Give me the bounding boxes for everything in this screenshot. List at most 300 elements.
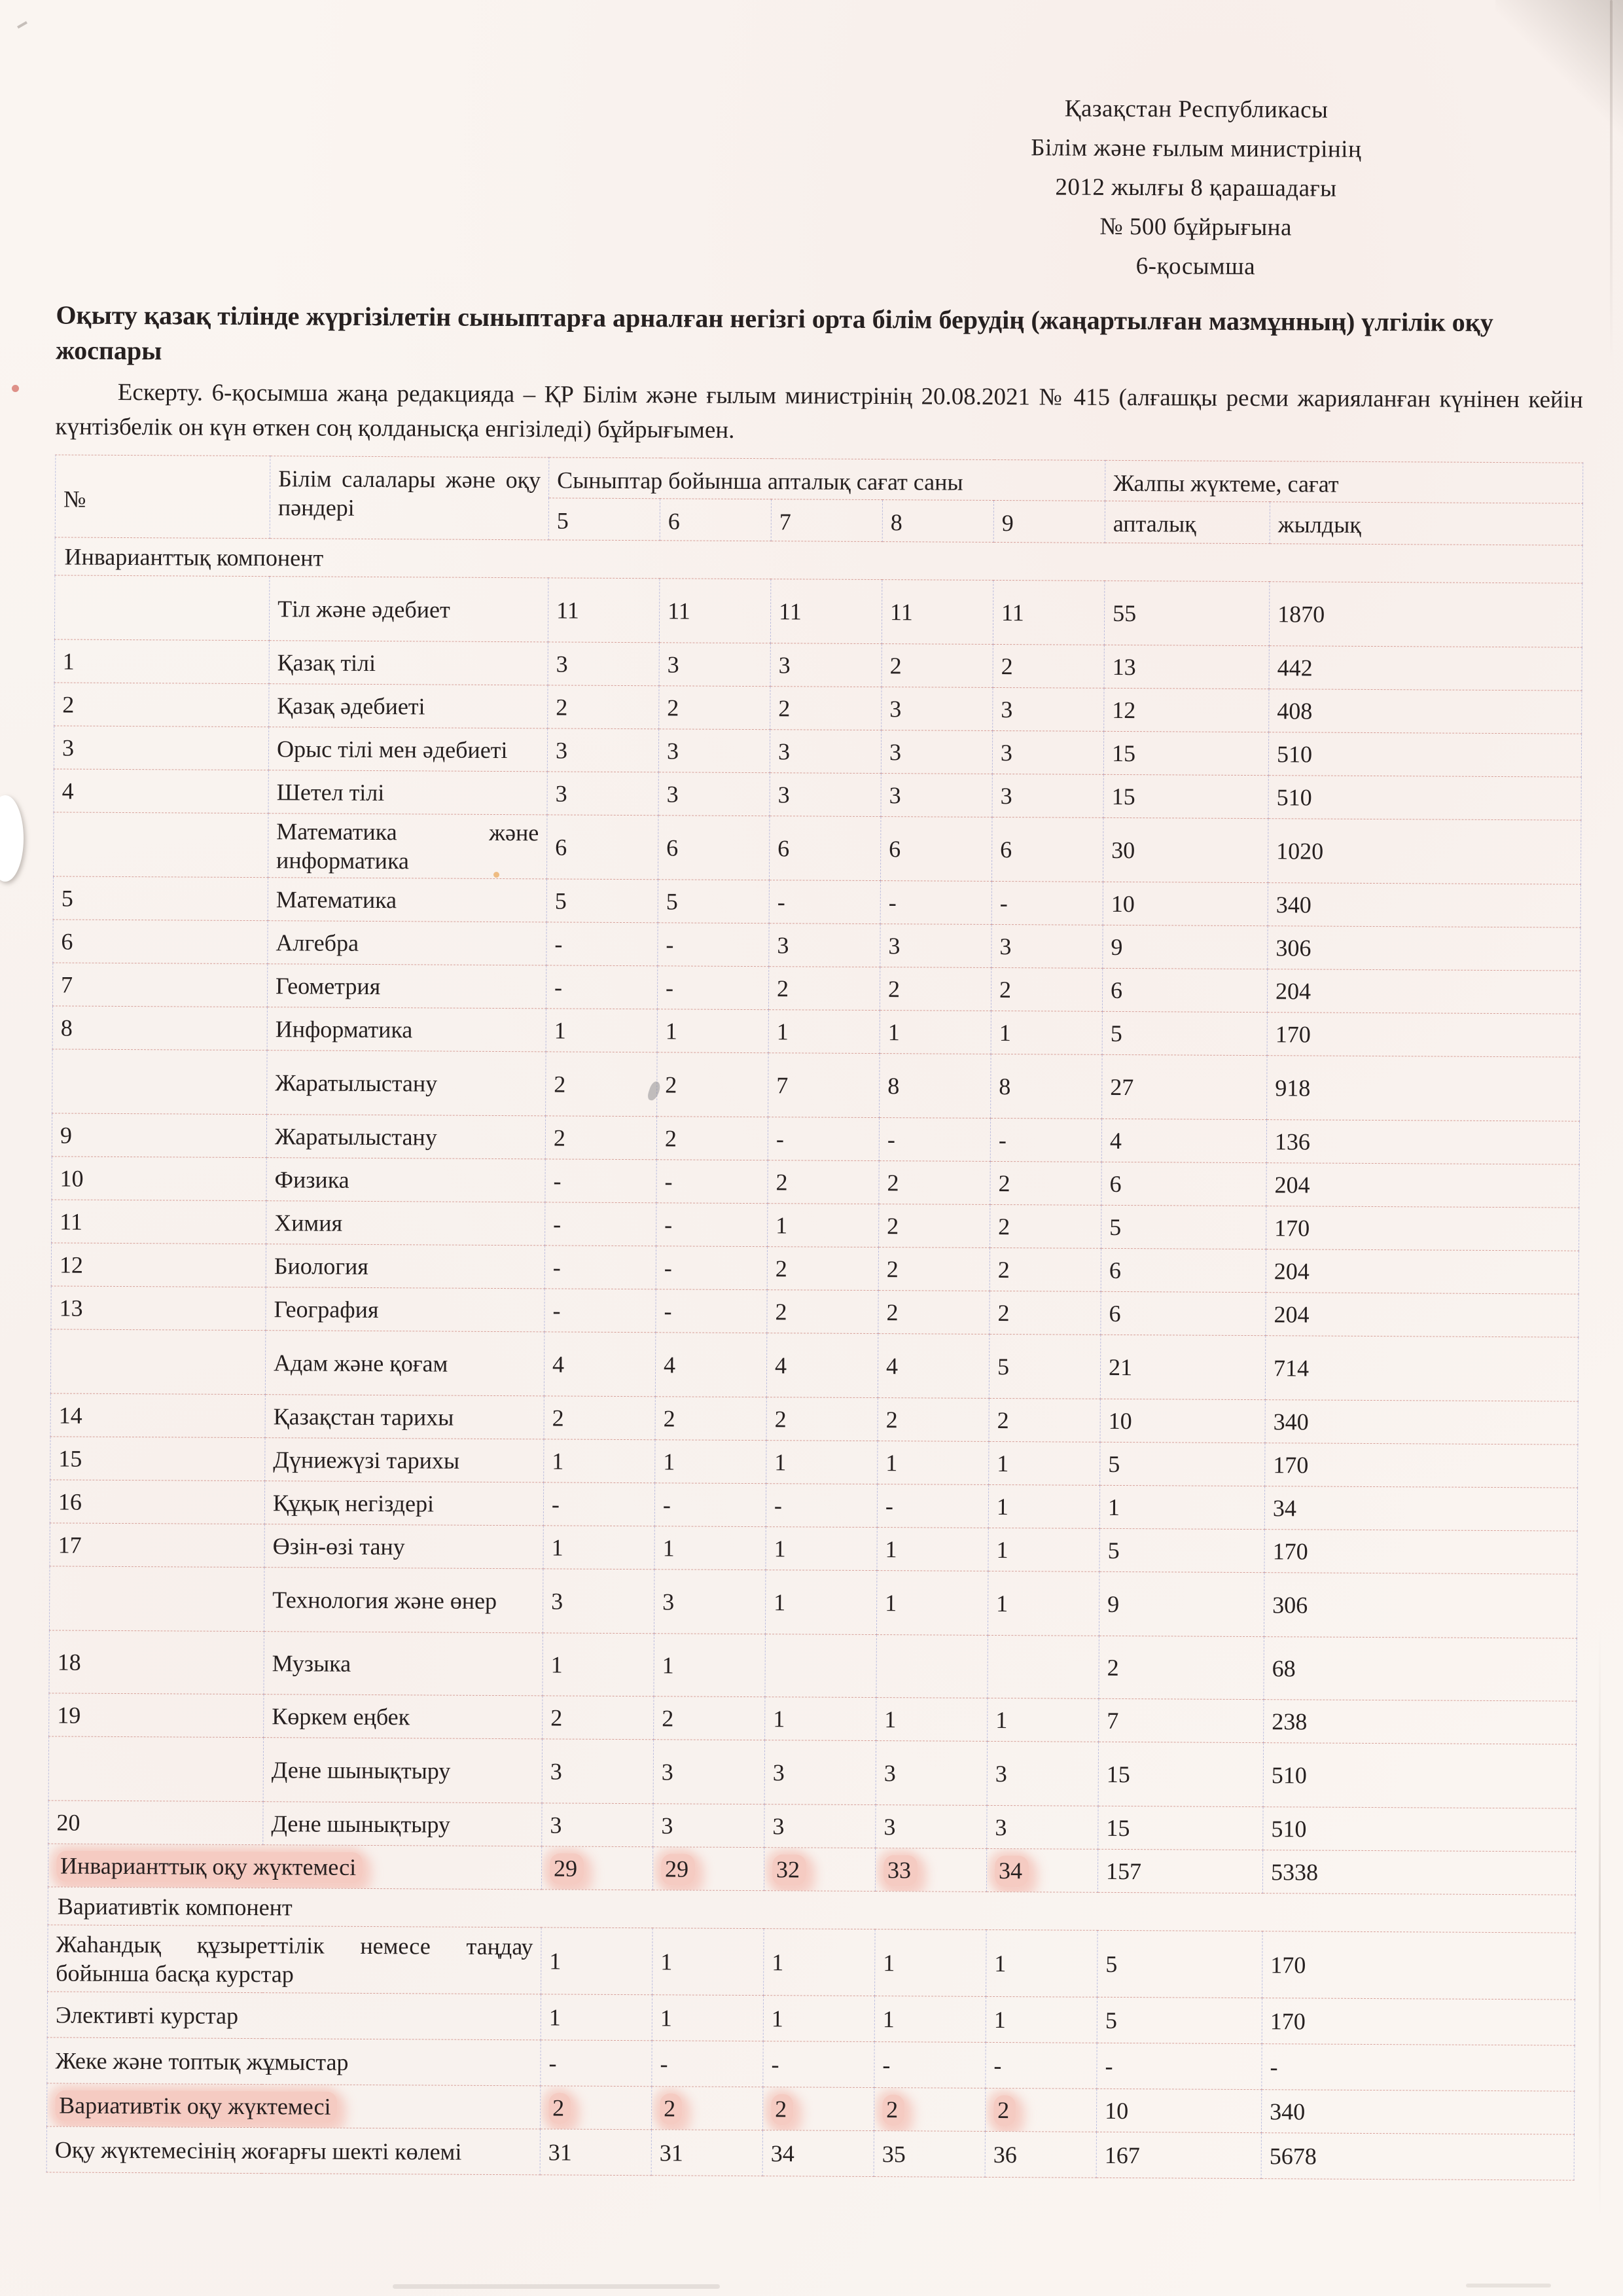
row-num: 11 (52, 1200, 266, 1244)
hours-cell-grade-7: 1 (766, 1441, 878, 1484)
hours-cell-grade-9: 2 (990, 1204, 1101, 1248)
weekly-total-cell: 55 (1104, 581, 1270, 645)
hours-cell-grade-5: 1 (543, 1633, 654, 1696)
yearly-total-cell: 170 (1264, 1530, 1577, 1575)
hours-cell-grade-8 (874, 2088, 985, 2132)
hours-cell-grade-7: 3 (764, 1804, 876, 1848)
hours-cell-grade-6: - (652, 2041, 763, 2087)
section-label: Вариативтік компонент (48, 1887, 1575, 1933)
yearly-total-cell: 510 (1263, 1807, 1576, 1852)
hours-cell-grade-9: 2 (990, 1247, 1101, 1291)
row-label: Дене шынықтыру (263, 1802, 542, 1846)
page-title: Оқыту қазақ тілінде жүргізілетін сыныптарға арналған негізгі орта білім берудің (жаңартылған мазмұнның) үлгілік оқу жоспары (56, 300, 1493, 366)
hours-cell-grade-7: 1 (764, 1929, 876, 1996)
yearly-total-cell: 34 (1264, 1486, 1577, 1532)
hours-cell-grade-8: 2 (878, 1247, 990, 1291)
table-row-subject (48, 1801, 1576, 1852)
table-row-subject (53, 920, 1580, 971)
hours-cell-grade-5: 11 (548, 578, 660, 643)
yearly-total-cell: 510 (1268, 776, 1581, 821)
row-label: Тіл және әдебиет (269, 577, 548, 642)
hours-cell-grade-6: 2 (654, 1696, 765, 1740)
row-num (48, 1736, 264, 1802)
hours-cell-grade-7 (764, 1848, 875, 1892)
hours-cell-grade-7: - (763, 2041, 874, 2088)
weekly-total-cell: 1 (1099, 1485, 1264, 1529)
hours-cell-grade-7: 1 (768, 1204, 879, 1247)
row-num: 10 (52, 1157, 266, 1201)
hours-cell-grade-7: 2 (767, 1247, 878, 1291)
order-line-number: № 500 бұйрығына (1099, 213, 1293, 242)
hours-cell-grade-9: 8 (991, 1054, 1103, 1119)
hours-cell-grade-9: 1 (986, 1929, 1098, 1997)
row-num: 20 (48, 1801, 263, 1845)
hours-cell-grade-8: 3 (876, 1741, 988, 1806)
yearly-total-cell: 510 (1268, 732, 1581, 778)
weekly-total-cell: 10 (1096, 2089, 1261, 2132)
table-row-total (46, 2083, 1574, 2134)
row-num: 6 (53, 920, 268, 964)
weekly-total-cell: 27 (1102, 1054, 1268, 1119)
table-row-span (47, 2037, 1575, 2091)
hours-cell-grade-6: 3 (653, 1740, 765, 1804)
table-row-group (48, 1736, 1576, 1808)
row-label: Қазақ әдебиеті (269, 684, 548, 728)
hours-cell-grade-7: 4 (766, 1333, 878, 1398)
hours-cell-grade-6: 2 (656, 1117, 768, 1160)
hours-cell-grade-9: 1 (988, 1698, 1099, 1742)
row-num: 2 (54, 683, 269, 727)
yearly-total-cell: 1870 (1269, 582, 1582, 648)
hours-cell-grade-8: 3 (882, 687, 993, 731)
row-num: 3 (54, 726, 268, 770)
hours-cell-grade-7: - (768, 1117, 879, 1161)
row-num: 7 (52, 963, 267, 1007)
weekly-total-cell: 15 (1103, 731, 1268, 775)
row-label: Қазақ тілі (269, 641, 548, 685)
weekly-total-cell: 15 (1098, 1806, 1263, 1850)
weekly-total-cell: 21 (1100, 1335, 1266, 1399)
weekly-total-cell: 5 (1100, 1442, 1265, 1486)
hours-cell-grade-6: 11 (659, 579, 771, 643)
weekly-total-cell: 30 (1103, 817, 1268, 882)
hours-cell-grade-5: 3 (543, 1569, 654, 1634)
table-row-span (48, 1925, 1576, 2000)
weekly-total-cell: 167 (1096, 2132, 1261, 2178)
table-row-subject (50, 1393, 1578, 1444)
table-row-subject (54, 683, 1582, 734)
hours-cell-grade-8: 2 (879, 1161, 990, 1205)
row-num: 18 (49, 1630, 264, 1695)
weekly-total-cell: 7 (1099, 1698, 1264, 1742)
col-header-num: № (55, 455, 270, 539)
row-label: Жаратылыстану (267, 1050, 546, 1116)
order-line-ministry: Білім және ғылым министрінің (1031, 134, 1362, 163)
hours-cell-grade-7: 3 (764, 1740, 876, 1805)
hours-cell-grade-8: - (877, 1484, 988, 1528)
table-row-span (46, 2126, 1574, 2180)
scan-artifact-smudge (1466, 2284, 1551, 2287)
weekly-total-cell: 15 (1103, 774, 1268, 818)
yearly-total-cell: 5678 (1261, 2133, 1574, 2181)
row-num: 15 (50, 1437, 265, 1481)
hours-cell-grade-9: - (991, 881, 1103, 925)
hours-cell-grade-5: - (541, 2040, 652, 2087)
yearly-total-cell: 170 (1265, 1443, 1578, 1488)
table-row-group (49, 1566, 1577, 1638)
hours-cell-grade-8: 2 (878, 1398, 989, 1442)
table-row-subject (51, 1243, 1578, 1294)
yearly-total-cell: 408 (1269, 689, 1582, 734)
hours-cell-grade-9: 1 (989, 1441, 1100, 1485)
yearly-total-cell: - (1262, 2044, 1575, 2092)
table-row-subject (49, 1630, 1577, 1701)
hours-cell-grade-9: - (986, 2042, 1097, 2089)
table-row-subject (52, 1200, 1579, 1251)
weekly-total-cell: 6 (1102, 968, 1267, 1012)
table-row-subject (54, 769, 1581, 820)
hours-cell-grade-8: 6 (880, 817, 992, 882)
row-label: Шетел тілі (268, 770, 547, 815)
table-row-subject (54, 639, 1582, 691)
hours-cell-grade-9: 2 (991, 967, 1102, 1011)
weekly-total-cell: 10 (1103, 882, 1268, 925)
hours-cell-grade-7: 6 (769, 816, 881, 881)
weekly-total-cell: 5 (1099, 1528, 1264, 1572)
hours-cell-grade-8: 1 (877, 1528, 988, 1571)
hours-cell-grade-7: 2 (766, 1397, 878, 1441)
weekly-total-cell: 6 (1101, 1248, 1266, 1292)
highlighter-mark: 2 (882, 2094, 904, 2126)
hours-cell-grade-6: 2 (659, 686, 770, 730)
weekly-total-cell: 12 (1104, 688, 1269, 732)
hours-cell-grade-9: 3 (991, 924, 1103, 968)
highlighter-mark: Вариативтік оқу жүктемесі (55, 2090, 338, 2123)
table-row-subject (50, 1480, 1577, 1531)
weekly-total-cell: 5 (1101, 1205, 1266, 1249)
row-num: 8 (52, 1006, 267, 1050)
row-label: Орыс тілі мен әдебиеті (268, 727, 547, 772)
row-label: Геометрия (267, 964, 546, 1009)
row-label: Дүниежүзі тарихы (265, 1438, 544, 1482)
table-row-subject (49, 1693, 1577, 1744)
hours-cell-grade-8: 2 (879, 1204, 990, 1248)
hours-cell-grade-7: 3 (770, 730, 881, 774)
weekly-total-cell: 9 (1099, 1571, 1264, 1636)
hours-cell-grade-5: 3 (542, 1739, 654, 1804)
hours-cell-grade-8: - (879, 1118, 990, 1162)
highlighter-mark: 34 (995, 1855, 1029, 1886)
hours-cell-grade-5: - (546, 965, 657, 1009)
table-row-span (47, 1992, 1575, 2045)
row-num: 16 (50, 1480, 264, 1524)
weekly-total-cell: 2 (1099, 1636, 1264, 1699)
hours-cell-grade-7: 2 (768, 1160, 879, 1204)
curriculum-table (46, 454, 1584, 2180)
hours-cell-grade-5: - (544, 1246, 656, 1289)
hours-cell-grade-7 (765, 1634, 877, 1698)
highlighter-mark: 32 (772, 1854, 806, 1886)
hours-cell-grade-9: 2 (993, 644, 1104, 688)
table-header-row (56, 455, 1583, 503)
yearly-total-cell: 918 (1267, 1056, 1580, 1122)
weekly-total-cell: 10 (1100, 1399, 1265, 1443)
hours-cell-grade-5: 3 (547, 772, 658, 816)
hours-cell-grade-6: - (656, 1160, 768, 1204)
hours-cell-grade-8: 3 (876, 1805, 987, 1849)
weekly-total-cell: 15 (1098, 1742, 1264, 1806)
yearly-total-cell: 340 (1268, 883, 1580, 928)
hours-cell-grade-7: 34 (762, 2130, 874, 2177)
hours-cell-grade-8: 1 (874, 1996, 986, 2043)
hours-cell-grade-8: 2 (882, 644, 993, 688)
hours-cell-grade-8: 4 (878, 1334, 990, 1399)
highlighter-mark: 2 (548, 2092, 571, 2124)
hours-cell-grade-6: 1 (652, 1995, 763, 2041)
hours-cell-grade-6: 1 (655, 1440, 766, 1484)
row-label: Информатика (267, 1007, 546, 1052)
row-label: Оқу жүктемесінің жоғарғы шекті көлемі (46, 2126, 540, 2175)
hours-cell-grade-7: 1 (766, 1527, 877, 1571)
hours-cell-grade-5: 6 (546, 815, 658, 880)
hours-cell-grade-5: 3 (542, 1803, 653, 1847)
yearly-total-cell: 68 (1264, 1637, 1577, 1702)
highlighter-mark: 2 (993, 2094, 1016, 2126)
hours-cell-grade-9: 1 (988, 1528, 1099, 1571)
hours-cell-grade-9: 1 (991, 1011, 1102, 1054)
hours-cell-grade-7: 11 (770, 579, 882, 644)
col-header-grade-7: 7 (771, 499, 882, 542)
row-label: Жаратылыстану (266, 1115, 545, 1159)
row-num: 13 (51, 1286, 266, 1331)
section-label: Инварианттық компонент (55, 537, 1582, 583)
row-label: Химия (266, 1201, 545, 1246)
hours-cell-grade-7: 2 (767, 1290, 878, 1334)
note-paragraph: Ескерту. 6-қосымша жаңа редакцияда – ҚР Білім және ғылым министрінің 20.08.2021 № 415 (алғашқы ресми жарияланған күнінен кейін күнтізбелік он күн өткен соң қолданысқа енгізіледі) бұйрығымен. (55, 378, 1583, 444)
hours-cell-grade-8: 1 (876, 1698, 988, 1742)
hours-cell-grade-6: - (656, 1289, 767, 1333)
row-num (50, 1329, 266, 1395)
hours-cell-grade-5: - (545, 1202, 656, 1246)
hours-cell-grade-6: 5 (658, 880, 769, 924)
hours-cell-grade-8 (876, 1635, 988, 1698)
yearly-total-cell: 170 (1267, 1013, 1580, 1058)
hours-cell-grade-7: 1 (763, 1996, 874, 2042)
ministry-order-block (819, 88, 1573, 289)
row-num: 19 (49, 1693, 264, 1738)
hours-cell-grade-6: 3 (658, 729, 770, 773)
row-label: Музыка (264, 1632, 543, 1696)
weekly-total-cell: 13 (1104, 645, 1269, 689)
hours-cell-grade-8: - (874, 2042, 986, 2089)
hours-cell-grade-9: 36 (985, 2131, 1096, 2178)
scan-artifact-smudge (393, 2284, 720, 2289)
hours-cell-grade-5: 2 (544, 1396, 655, 1440)
row-label: Көркем еңбек (264, 1695, 543, 1739)
highlighter-mark: 29 (661, 1854, 695, 1885)
hours-cell-grade-5: - (544, 1289, 656, 1333)
hours-cell-grade-7: - (769, 880, 880, 924)
hours-cell-grade-6 (652, 1847, 764, 1891)
row-label: Жаһандық құзыреттілік немесе таңдау бойынша басқа курстар (48, 1925, 542, 1994)
hours-cell-grade-7: 2 (768, 967, 880, 1011)
row-num: 1 (54, 639, 269, 684)
yearly-total-cell: 170 (1262, 1998, 1575, 2046)
hours-cell-grade-5: - (546, 922, 658, 966)
hours-cell-grade-7: 3 (769, 924, 880, 967)
yearly-total-cell: 340 (1265, 1400, 1578, 1445)
highlighter-mark: 29 (550, 1853, 584, 1884)
order-line-appendix: 6-қосымша (1135, 253, 1256, 281)
col-header-grade-8: 8 (882, 500, 993, 543)
hours-cell-grade-7 (762, 2087, 874, 2131)
hours-cell-grade-8 (875, 1848, 986, 1892)
hours-cell-grade-8: 35 (874, 2131, 985, 2178)
table-row-subject (52, 963, 1580, 1014)
hours-cell-grade-9: 2 (989, 1398, 1100, 1442)
hours-cell-grade-8: 1 (876, 1571, 988, 1636)
hours-cell-grade-5: 1 (544, 1439, 655, 1483)
row-num (52, 1049, 268, 1115)
hours-cell-grade-9: 2 (990, 1291, 1101, 1335)
row-label: Адам және қоғам (265, 1331, 544, 1396)
table-row-subject (52, 1006, 1580, 1057)
row-label (48, 1844, 541, 1890)
hours-cell-grade-8: 1 (878, 1441, 989, 1485)
hours-cell-grade-5 (540, 2086, 651, 2130)
hours-cell-grade-5: 1 (546, 1009, 657, 1052)
row-label: Физика (266, 1158, 545, 1202)
hours-cell-grade-8: 1 (880, 1011, 991, 1054)
yearly-total-cell: 238 (1264, 1700, 1577, 1745)
row-label: Қазақстан тарихы (265, 1395, 544, 1439)
hours-cell-grade-6: - (656, 1203, 768, 1247)
highlighter-mark: 2 (660, 2093, 682, 2125)
hours-cell-grade-6: 3 (659, 643, 770, 687)
yearly-total-cell: 204 (1266, 1163, 1579, 1208)
hours-cell-grade-8: 2 (880, 967, 991, 1011)
hours-cell-grade-5: 2 (543, 1696, 654, 1740)
weekly-total-cell: 9 (1103, 925, 1268, 969)
hours-cell-grade-5 (541, 1846, 652, 1890)
col-header-total-group: Жалпы жүктеме, сағат (1105, 460, 1583, 503)
weekly-total-cell: - (1097, 2043, 1262, 2089)
row-label: Дене шынықтыру (263, 1738, 543, 1803)
table-row-group (50, 1329, 1578, 1401)
hours-cell-grade-8: 8 (880, 1054, 991, 1119)
col-header-weekly: апталық (1105, 501, 1270, 543)
table-row-total (48, 1844, 1575, 1895)
highlighter-mark: 2 (771, 2094, 793, 2125)
row-label: Құқық негіздері (264, 1481, 543, 1526)
row-label: Биология (266, 1244, 544, 1289)
col-header-grades-group: Сыныптар бойынша апталық сағат саны (549, 457, 1105, 501)
hours-cell-grade-8: 3 (880, 924, 991, 968)
highlighter-mark: 33 (883, 1855, 918, 1886)
yearly-total-cell: 306 (1268, 926, 1580, 971)
yearly-total-cell: 1020 (1268, 819, 1581, 885)
table-row-group (52, 1049, 1580, 1121)
hours-cell-grade-6: 1 (654, 1634, 766, 1697)
col-header-yearly: жылдық (1270, 502, 1582, 546)
hours-cell-grade-6: 4 (655, 1333, 767, 1397)
table-row-subject (52, 1113, 1579, 1164)
hours-cell-grade-9: 3 (992, 774, 1103, 817)
hours-cell-grade-8: 11 (882, 580, 993, 645)
weekly-total-cell: 4 (1101, 1119, 1266, 1162)
weekly-total-cell: 5 (1102, 1011, 1267, 1055)
hours-cell-grade-5: 31 (540, 2129, 651, 2176)
weekly-total-cell: 157 (1097, 1849, 1262, 1893)
hours-cell-grade-7: - (766, 1484, 877, 1528)
hours-cell-grade-6: 31 (651, 2130, 762, 2176)
weekly-total-cell: 5 (1097, 1930, 1263, 1998)
row-num: 9 (52, 1113, 266, 1158)
yearly-total-cell: 204 (1267, 969, 1580, 1014)
hours-cell-grade-9: 1 (988, 1484, 1099, 1528)
hours-cell-grade-9: 2 (990, 1161, 1101, 1205)
hours-cell-grade-6: 2 (655, 1397, 766, 1441)
table-row-subject (51, 1286, 1578, 1337)
table-row-subject (52, 1157, 1579, 1208)
hours-cell-grade-5: 1 (541, 1994, 652, 2041)
hours-cell-grade-6: - (657, 966, 768, 1010)
curriculum-table-body (46, 537, 1582, 2180)
hours-cell-grade-6: 6 (658, 816, 770, 880)
hours-cell-grade-9: 3 (987, 1741, 1099, 1806)
hours-cell-grade-8: 3 (881, 774, 992, 817)
row-num: 14 (50, 1393, 265, 1438)
yearly-total-cell: 170 (1262, 1931, 1576, 2000)
row-num: 5 (53, 876, 268, 921)
hours-cell-grade-6: 1 (652, 1928, 764, 1996)
order-line-country: Қазақстан Республикасы (1064, 95, 1329, 124)
row-label: Элективті курстар (47, 1992, 541, 2040)
row-label: Технология және өнер (264, 1568, 543, 1633)
hours-cell-grade-9 (985, 2088, 1096, 2132)
table-row-subject (53, 876, 1580, 927)
hours-cell-grade-5: 2 (546, 1052, 658, 1117)
row-label: Математика (268, 878, 546, 922)
weekly-total-cell: 6 (1101, 1291, 1266, 1335)
hours-cell-grade-6: - (656, 1246, 767, 1290)
table-row-group (54, 575, 1582, 647)
hours-cell-grade-8: 3 (881, 730, 992, 774)
table-head (55, 455, 1583, 545)
yearly-total-cell: 5338 (1262, 1850, 1575, 1895)
hours-cell-grade-9 (986, 1848, 1097, 1892)
hours-cell-grade-7: 1 (768, 1010, 880, 1054)
hours-cell-grade-5: - (545, 1159, 656, 1203)
hours-cell-grade-6: 3 (654, 1570, 766, 1634)
hours-cell-grade-7: 1 (765, 1570, 877, 1635)
hours-cell-grade-9: - (990, 1118, 1101, 1162)
hours-cell-grade-9: 1 (988, 1571, 1099, 1636)
col-header-grade-9: 9 (993, 500, 1105, 543)
hours-cell-grade-9: 3 (992, 730, 1103, 774)
hours-cell-grade-6: 3 (653, 1804, 764, 1848)
yearly-total-cell: 442 (1269, 646, 1582, 691)
yearly-total-cell: 136 (1266, 1120, 1579, 1165)
hours-cell-grade-9: 3 (987, 1805, 1098, 1849)
row-num (54, 575, 270, 641)
weekly-total-cell: 6 (1101, 1162, 1266, 1206)
hours-cell-grade-5: 4 (544, 1332, 656, 1397)
yearly-total-cell: 340 (1261, 2090, 1574, 2135)
table-row-group (53, 812, 1580, 884)
hours-cell-grade-5: - (543, 1482, 654, 1526)
hours-cell-grade-5: 1 (543, 1526, 654, 1570)
